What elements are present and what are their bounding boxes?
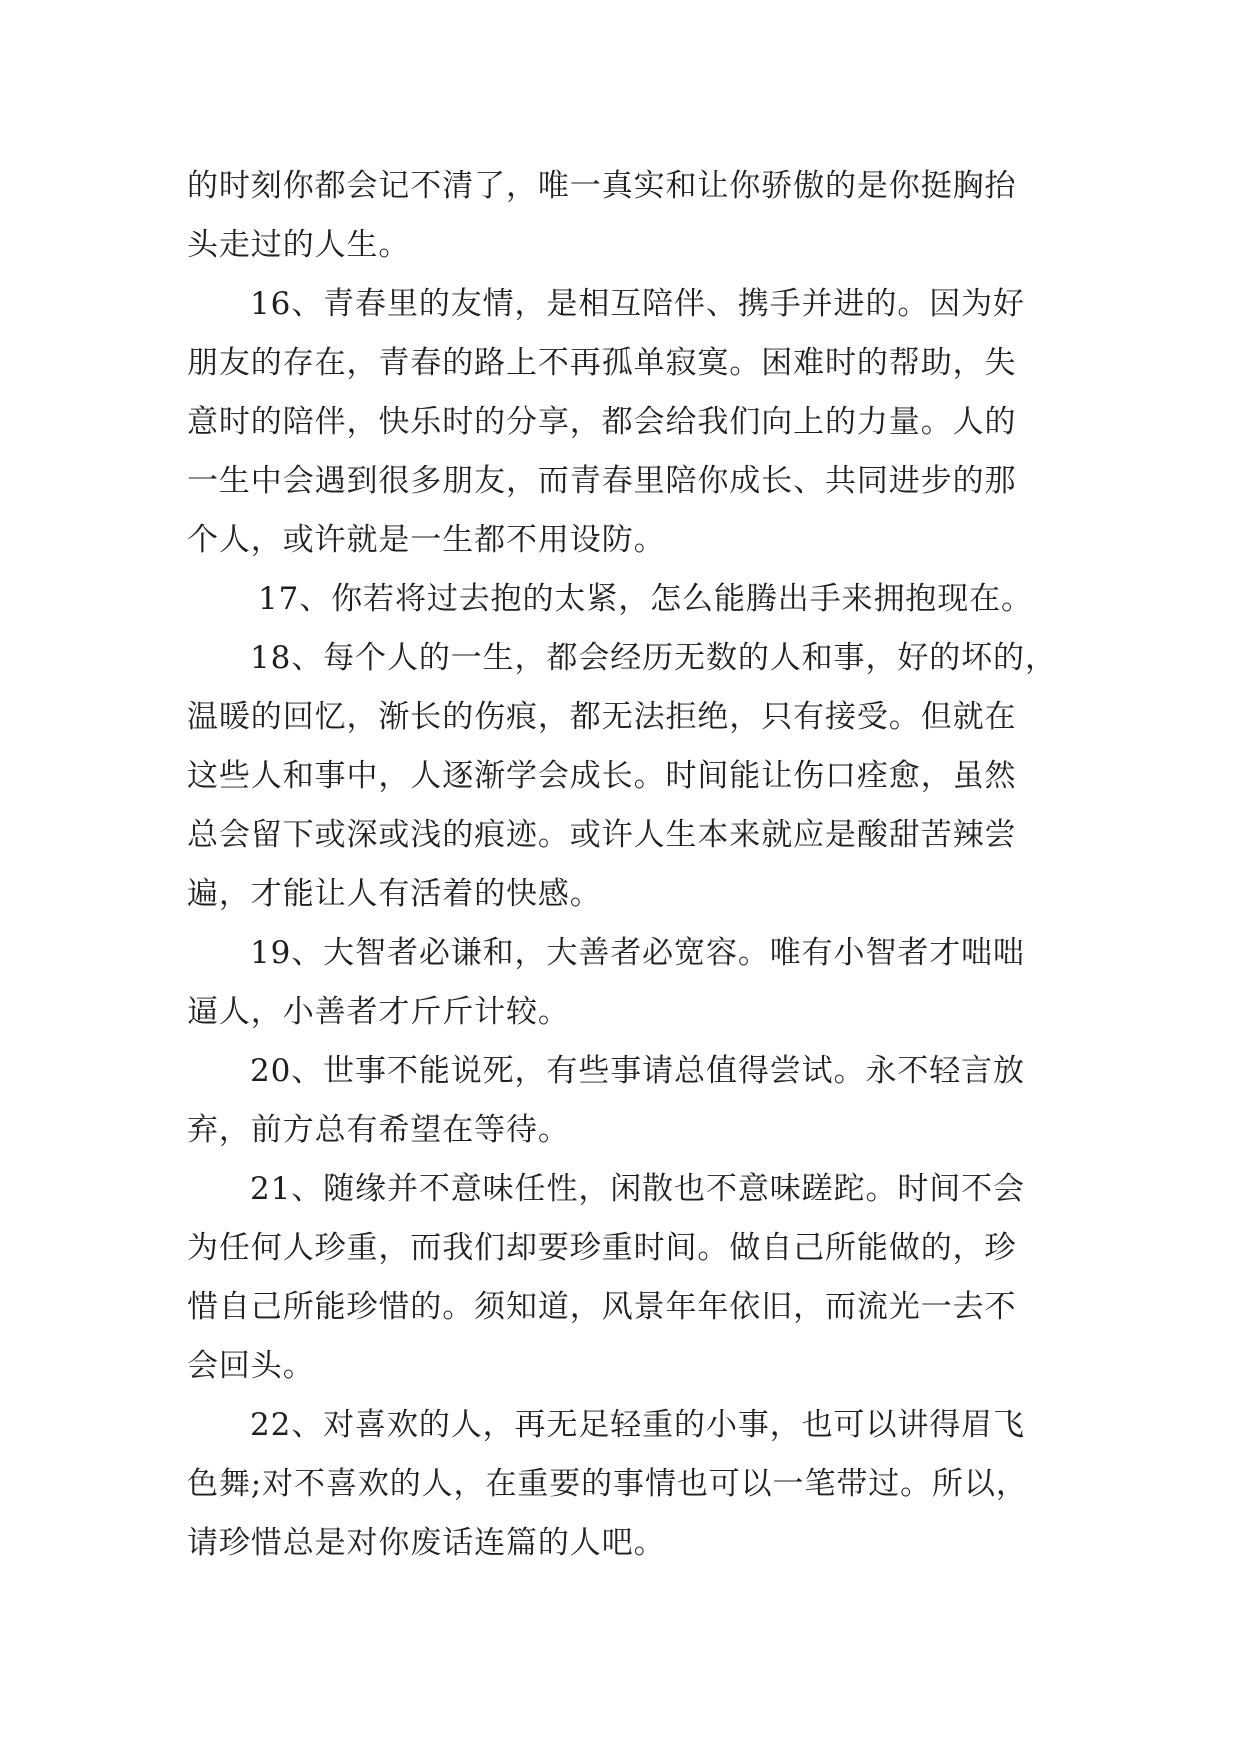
text-line: 色舞;对不喜欢的人，在重要的事情也可以一笔带过。所以， — [187, 1466, 1028, 1502]
paragraph-20-line: 20、世事不能说死，有些事请总值得尝试。永不轻言放 — [250, 1053, 1025, 1089]
text-line: 这些人和事中，人逐渐学会成长。时间能让伤口痊愈，虽然 — [187, 758, 1017, 794]
text-line: 个人，或许就是一生都不用设防。 — [187, 522, 666, 558]
text-line: 朋友的存在，青春的路上不再孤单寂寞。困难时的帮助，失 — [187, 345, 1017, 381]
text-line: 温暖的回忆，渐长的伤痕，都无法拒绝，只有接受。但就在 — [187, 699, 1017, 735]
text-line: 的时刻你都会记不清了，唯一真实和让你骄傲的是你挺胸抬 — [187, 168, 1017, 204]
paragraph-18-line: 18、每个人的一生，都会经历无数的人和事，好的坏的， — [250, 640, 1057, 676]
text-line: 请珍惜总是对你废话连篇的人吧。 — [187, 1525, 666, 1561]
text-line: 一生中会遇到很多朋友，而青春里陪你成长、共同进步的那 — [187, 463, 1017, 499]
paragraph-21-line: 21、随缘并不意味任性，闲散也不意味蹉跎。时间不会 — [250, 1171, 1025, 1207]
text-line: 惜自己所能珍惜的。须知道，风景年年依旧，而流光一去不 — [187, 1289, 1017, 1325]
paragraph-19-line: 19、大智者必谦和，大善者必宽容。唯有小智者才咄咄 — [250, 935, 1025, 971]
text-line: 为任何人珍重，而我们却要珍重时间。做自己所能做的，珍 — [187, 1230, 1017, 1266]
text-line: 总会留下或深或浅的痕迹。或许人生本来就应是酸甜苦辣尝 — [187, 817, 1017, 853]
paragraph-17-line: 17、你若将过去抱的太紧，怎么能腾出手来拥抱现在。 — [258, 581, 1033, 617]
text-line: 弃，前方总有希望在等待。 — [187, 1112, 570, 1148]
text-line: 会回头。 — [187, 1348, 315, 1384]
text-line: 意时的陪伴，快乐时的分享，都会给我们向上的力量。人的 — [187, 404, 1017, 440]
text-line: 逼人，小善者才斤斤计较。 — [187, 994, 570, 1030]
text-line: 遍，才能让人有活着的快感。 — [187, 876, 602, 912]
paragraph-22-line: 22、对喜欢的人，再无足轻重的小事，也可以讲得眉飞 — [250, 1407, 1025, 1443]
text-line: 头走过的人生。 — [187, 227, 411, 263]
paragraph-16-line: 16、青春里的友情，是相互陪伴、携手并进的。因为好 — [250, 286, 1025, 322]
